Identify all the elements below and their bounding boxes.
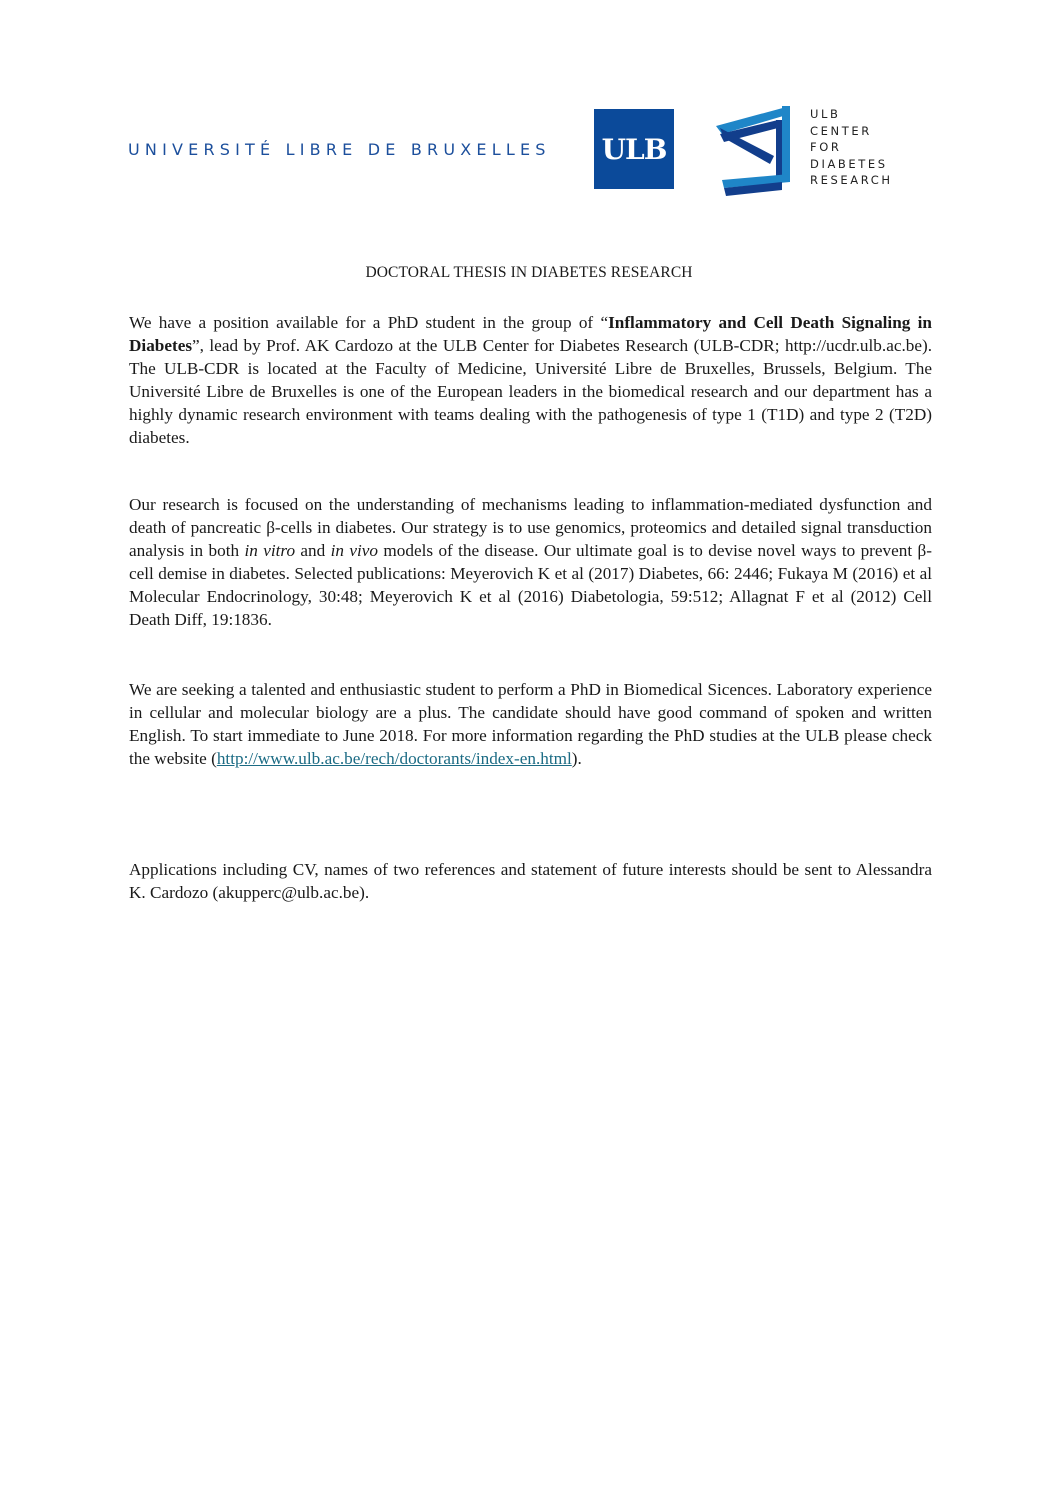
center-line: ULB [810,107,841,121]
in-vivo: in vivo [330,541,379,560]
center-line: CENTER [810,123,872,138]
paragraph-position [129,311,932,449]
diabetes-center-name [810,106,893,189]
ulb-logo-text: ULB [601,132,667,166]
text: We have a position available for a PhD student in the group of “ [129,313,609,332]
text: We are seeking a talented and enthusiastic student to perform a PhD in Biomedical Sicences. Laboratory experience in cellular and molecular biology are a plus. The candidate should have good command of spoken and written English. To start immediate to June 2018. For more information regarding the PhD studies at the ULB please check the website ( [129,680,932,768]
text: ). [571,749,582,768]
paragraph-applications: Applications including CV, names of two references and statement of future interests should be sent to Alessandra K. Cardozo (akupperc@ulb.ac.be). [129,860,932,902]
diabetes-center-logo-icon [716,104,800,196]
center-line: FOR [810,140,842,155]
center-line: RESEARCH [810,173,893,188]
doctorants-link[interactable]: http://www.ulb.ac.be/rech/doctorants/index-en.html [216,749,572,768]
text: models of the disease. Our ultimate goal is to devise novel ways to prevent β-cell demise in diabetes. Selected publications: Meyerovich K et al (2017) Diabetes, 66: 2446; Fukaya M (2016) et al Molecular Endocrinology, 30:48; Meyerovich K et al (2016) Diabetologia, 59:512; Allagnat F et al (2012) Cell Death Diff, 19:1836. [129,541,932,629]
group-name: Inflammatory and Cell Death Signaling in Diabetes [129,313,932,355]
center-line: DIABETES [810,156,888,171]
ulb-logo [594,109,674,189]
text: ”, lead by Prof. AK Cardozo at the ULB Center for Diabetes Research (ULB-CDR; http://ucdr.ulb.ac.be). The ULB-CDR is located at the Faculty of Medicine, Université Libre de Bruxelles, Brussels, Belgium. The Université Libre de Bruxelles is one of the European leaders in the biomedical research and our department has a highly dynamic research environment with teams dealing with the pathogenesis of type 1 (T1D) and type 2 (T2D) diabetes. [129,336,932,447]
in-vitro: in vitro [244,541,296,560]
paragraph-candidate [129,678,932,770]
paragraph-research [129,493,932,631]
text: Our research is focused on the understanding of mechanisms leading to inflammation-mediated dysfunction and death of pancreatic β-cells in diabetes. Our strategy is to use genomics, proteomics and detailed signal transduction analysis in both [129,495,932,560]
university-wordmark: UNIVERSITÉ LIBRE DE BRUXELLES [128,140,551,159]
document-title: DOCTORAL THESIS IN DIABETES RESEARCH [365,264,693,281]
text: and [295,541,331,560]
